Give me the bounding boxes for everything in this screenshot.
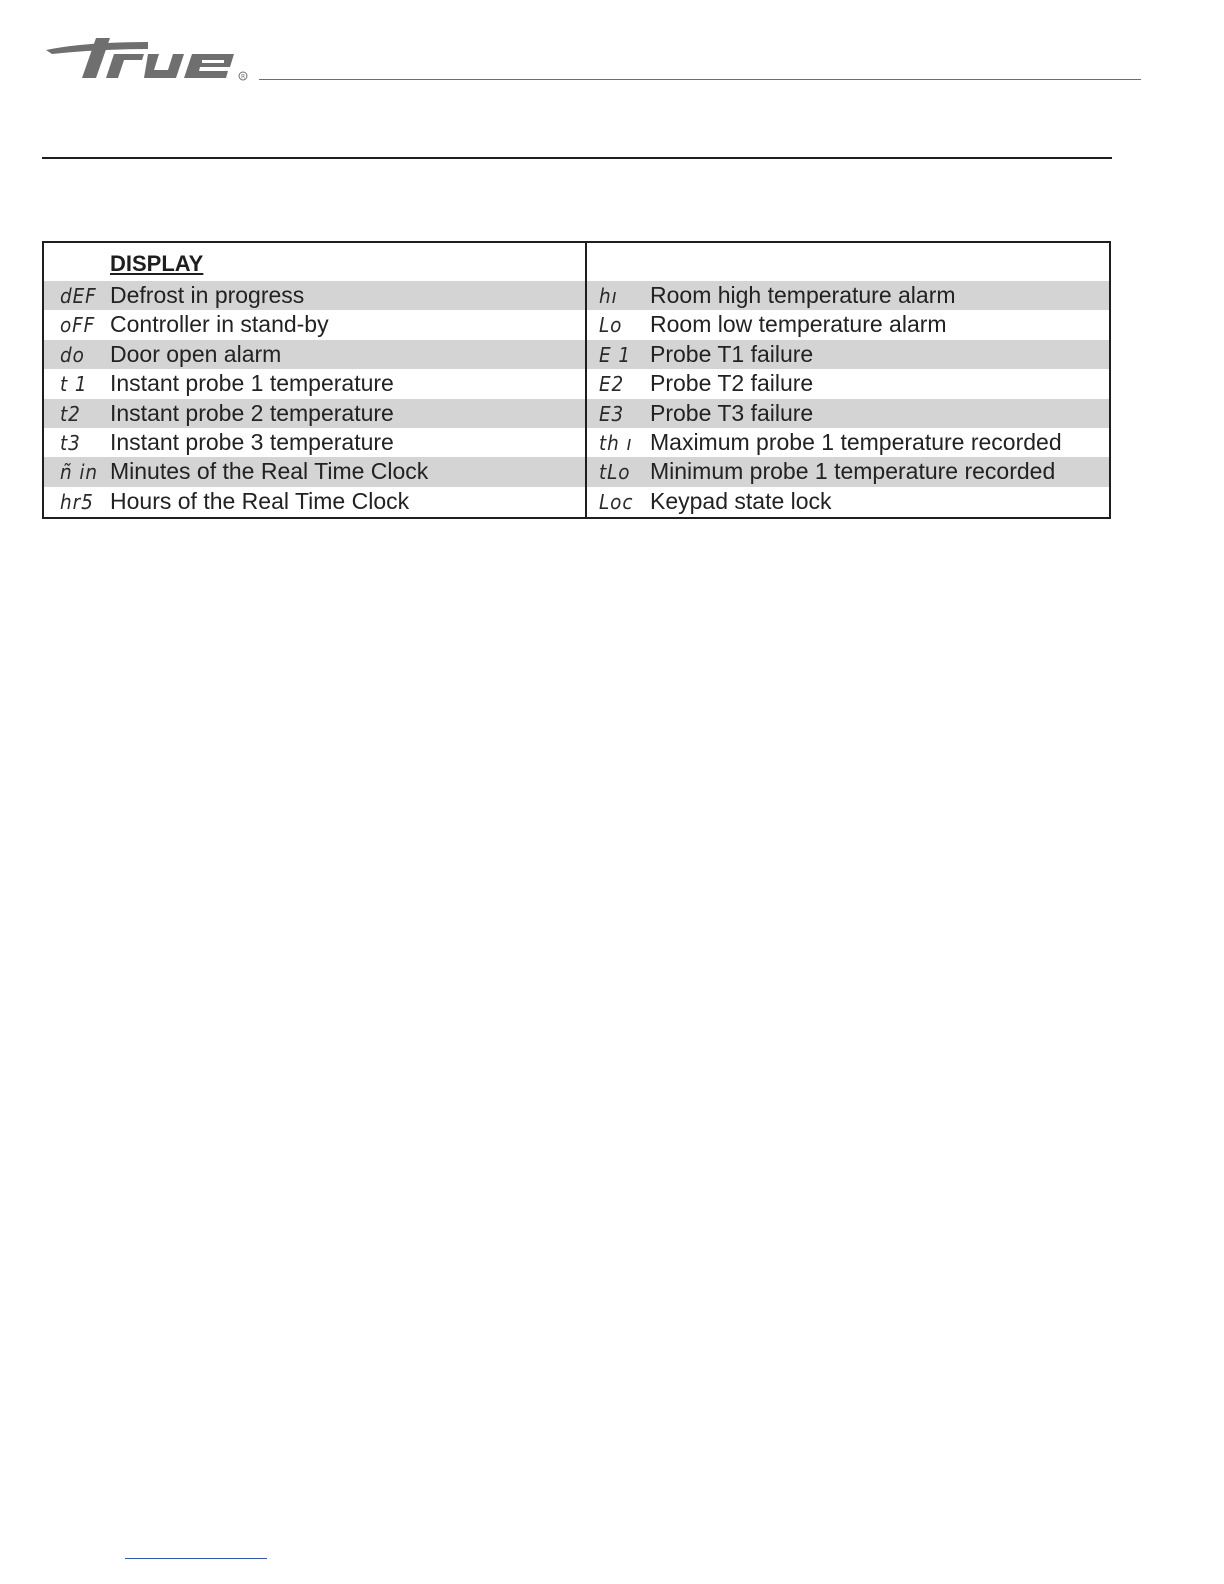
table-row bbox=[44, 399, 585, 428]
table-row bbox=[44, 457, 585, 486]
code-description: Probe T1 failure bbox=[650, 340, 814, 367]
code-description: Maximum probe 1 temperature recorded bbox=[650, 429, 1062, 455]
table-row bbox=[587, 457, 1109, 486]
display-code: Loc bbox=[599, 489, 634, 514]
code-description: Instant probe 2 temperature bbox=[110, 399, 394, 426]
table-row bbox=[44, 310, 585, 339]
display-code: dEF bbox=[60, 284, 97, 308]
display-code: ñ in bbox=[60, 460, 98, 485]
display-code: oFF bbox=[60, 313, 96, 338]
table-row bbox=[587, 399, 1109, 428]
table-row bbox=[587, 428, 1109, 457]
display-code: hı bbox=[599, 284, 618, 308]
section-divider bbox=[42, 157, 1112, 159]
code-description: Instant probe 3 temperature bbox=[110, 429, 394, 455]
true-logo bbox=[44, 34, 249, 86]
code-description: Minimum probe 1 temperature recorded bbox=[650, 458, 1056, 485]
table-row bbox=[587, 340, 1109, 369]
code-description: Minutes of the Real Time Clock bbox=[110, 458, 429, 485]
code-description: Hours of the Real Time Clock bbox=[110, 487, 410, 514]
svg-text:R: R bbox=[241, 73, 246, 81]
code-description: Defrost in progress bbox=[110, 282, 305, 308]
display-code: t2 bbox=[60, 401, 81, 426]
code-description: Keypad state lock bbox=[650, 487, 832, 514]
table-row bbox=[587, 281, 1109, 310]
table-row bbox=[44, 281, 585, 310]
code-description: Door open alarm bbox=[110, 340, 282, 367]
display-code: hr5 bbox=[60, 489, 94, 514]
table-row bbox=[587, 310, 1109, 339]
table-row bbox=[44, 340, 585, 369]
display-code: t3 bbox=[60, 431, 81, 455]
display-code: E2 bbox=[599, 372, 625, 397]
display-code: do bbox=[60, 342, 85, 367]
display-code: th ı bbox=[599, 431, 633, 455]
code-description: Controller in stand-by bbox=[110, 311, 329, 338]
header-rule bbox=[259, 79, 1141, 80]
footer-link-rule bbox=[125, 1558, 267, 1559]
table-header: DISPLAY bbox=[110, 251, 204, 276]
display-code: t 1 bbox=[60, 372, 88, 397]
table-row bbox=[44, 369, 585, 398]
code-description: Room high temperature alarm bbox=[650, 282, 956, 308]
code-description: Instant probe 1 temperature bbox=[110, 370, 394, 397]
display-code: E3 bbox=[599, 401, 625, 426]
display-code: E 1 bbox=[599, 342, 631, 367]
table-row bbox=[587, 369, 1109, 398]
left-column bbox=[44, 243, 587, 517]
display-codes-table bbox=[42, 241, 1111, 519]
code-description: Room low temperature alarm bbox=[650, 311, 947, 338]
display-code: tLo bbox=[599, 460, 631, 485]
table-row bbox=[44, 487, 585, 516]
display-code: Lo bbox=[599, 313, 623, 338]
table-row bbox=[44, 428, 585, 457]
code-description: Probe T3 failure bbox=[650, 399, 814, 426]
right-column bbox=[587, 243, 1109, 517]
code-description: Probe T2 failure bbox=[650, 370, 814, 397]
table-row bbox=[587, 487, 1109, 516]
